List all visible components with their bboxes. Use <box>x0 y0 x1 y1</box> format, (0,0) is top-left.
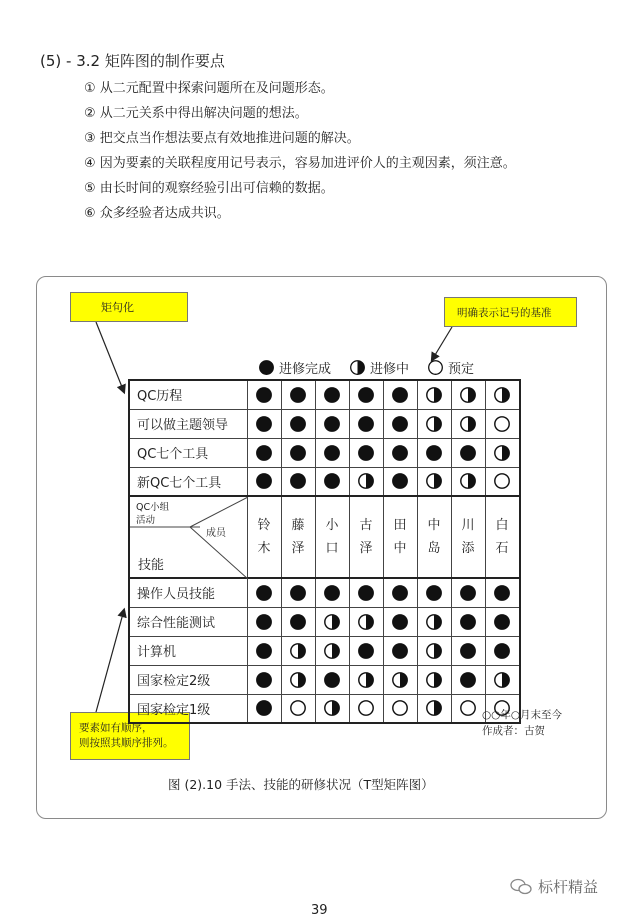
legend-label: 进修完成 <box>279 362 332 377</box>
member-name-char: 中 <box>427 518 441 533</box>
matrix-row <box>129 467 520 496</box>
watermark <box>510 876 598 897</box>
full-circle-icon <box>289 444 307 462</box>
full-circle-icon <box>255 415 273 433</box>
page-number: 39 <box>311 903 328 918</box>
half-circle-icon <box>425 699 443 717</box>
member-name <box>485 496 520 578</box>
empty-circle-icon <box>493 415 511 433</box>
half-circle-icon <box>323 613 341 631</box>
note-order-line: 则按照其顺序排列。 <box>79 737 174 749</box>
full-circle-icon <box>323 472 341 490</box>
matrix-cell <box>383 665 417 694</box>
matrix-row <box>129 438 520 467</box>
half-circle-icon <box>323 642 341 660</box>
row-label: 综合性能测试 <box>129 607 247 636</box>
half-circle-icon <box>425 415 443 433</box>
half-circle-icon <box>459 386 477 404</box>
matrix-cell <box>451 380 485 409</box>
empty-circle-icon <box>391 699 409 717</box>
matrix-cell <box>451 409 485 438</box>
matrix-cell <box>315 438 349 467</box>
matrix-cell <box>315 380 349 409</box>
legend-label: 预定 <box>448 362 475 377</box>
half-circle-icon <box>289 642 307 660</box>
full-circle-icon <box>391 642 409 660</box>
full-circle-icon <box>391 386 409 404</box>
empty-circle-icon <box>459 699 477 717</box>
half-circle-icon <box>459 472 477 490</box>
corner-skill-label: 技能 <box>138 558 165 573</box>
member-name <box>247 496 281 578</box>
half-circle-icon <box>425 642 443 660</box>
half-circle-icon <box>323 699 341 717</box>
matrix-cell <box>383 607 417 636</box>
note-symbol-basis: 明确表示记号的基准 <box>444 297 577 327</box>
full-circle-icon <box>425 444 443 462</box>
member-name-char: 泽 <box>291 541 305 556</box>
figure-caption: 图 (2).10 手法、技能的研修状况（T型矩阵图） <box>168 777 434 792</box>
legend-label: 进修中 <box>370 362 410 377</box>
matrix-row <box>129 409 520 438</box>
matrix-cell <box>485 467 520 496</box>
watermark-text: 标杆精益 <box>538 878 599 896</box>
half-circle-icon <box>493 386 511 404</box>
row-label: 操作人员技能 <box>129 578 247 607</box>
full-circle-icon <box>357 642 375 660</box>
full-circle-icon <box>391 613 409 631</box>
matrix-cell <box>485 438 520 467</box>
full-circle-icon <box>323 584 341 602</box>
member-name-char: 添 <box>461 541 475 556</box>
matrix-cell <box>315 636 349 665</box>
note-shorten: 矩句化 <box>70 292 188 322</box>
member-name-char: 口 <box>325 541 339 556</box>
matrix-cell <box>349 636 383 665</box>
full-circle-icon <box>289 472 307 490</box>
full-circle-icon <box>323 386 341 404</box>
full-circle-icon <box>391 415 409 433</box>
matrix-cell <box>383 438 417 467</box>
matrix-cell <box>281 467 315 496</box>
matrix-cell <box>417 467 451 496</box>
matrix-cell <box>247 467 281 496</box>
matrix-cell <box>349 578 383 607</box>
matrix-cell <box>451 578 485 607</box>
member-name-char: 石 <box>495 541 509 556</box>
matrix-cell <box>451 694 485 723</box>
full-circle-icon <box>323 671 341 689</box>
full-circle-icon <box>493 642 511 660</box>
matrix-cell <box>417 380 451 409</box>
matrix-cell <box>485 578 520 607</box>
full-circle-icon <box>255 584 273 602</box>
row-label: 国家检定1级 <box>129 694 247 723</box>
half-circle-icon <box>493 444 511 462</box>
note-order-line: 要素如有顺序， <box>79 722 153 734</box>
key-point: ② 从二元关系中得出解决问题的想法。 <box>84 106 308 121</box>
matrix-cell <box>349 438 383 467</box>
matrix-row <box>129 578 520 607</box>
full-circle-icon <box>255 642 273 660</box>
member-name <box>451 496 485 578</box>
matrix-cell <box>383 409 417 438</box>
matrix-row <box>129 607 520 636</box>
half-circle-icon <box>289 671 307 689</box>
half-circle-icon <box>459 415 477 433</box>
matrix-cell <box>383 380 417 409</box>
member-name-char: 川 <box>461 518 475 533</box>
matrix-cell <box>315 607 349 636</box>
half-circle-icon <box>425 613 443 631</box>
member-name <box>417 496 451 578</box>
matrix-cell <box>349 409 383 438</box>
full-circle-icon <box>459 444 477 462</box>
full-circle-icon <box>391 444 409 462</box>
matrix-row <box>129 636 520 665</box>
half-circle-icon <box>425 671 443 689</box>
full-circle-icon <box>255 472 273 490</box>
matrix-cell <box>383 694 417 723</box>
t-matrix <box>128 379 521 724</box>
matrix-cell <box>417 438 451 467</box>
matrix-corner <box>129 496 247 578</box>
half-circle-icon <box>349 359 366 376</box>
member-name-char: 田 <box>393 518 407 533</box>
full-circle-icon <box>459 671 477 689</box>
half-circle-icon <box>425 386 443 404</box>
half-circle-icon <box>357 472 375 490</box>
wechat-icon <box>510 878 532 896</box>
matrix-cell <box>247 409 281 438</box>
matrix-cell <box>451 665 485 694</box>
member-name-char: 岛 <box>427 541 441 556</box>
full-circle-icon <box>493 613 511 631</box>
matrix-cell <box>383 636 417 665</box>
matrix-cell <box>281 578 315 607</box>
matrix-cell <box>247 607 281 636</box>
author-name: 作成者：古贺 <box>482 725 545 737</box>
matrix-cell <box>247 380 281 409</box>
arrow-order <box>96 610 124 712</box>
matrix-cell <box>451 467 485 496</box>
full-circle-icon <box>289 584 307 602</box>
matrix-cell <box>281 694 315 723</box>
member-header-row <box>129 496 520 578</box>
matrix-cell <box>349 694 383 723</box>
matrix-cell <box>247 578 281 607</box>
matrix-cell <box>247 665 281 694</box>
member-name <box>349 496 383 578</box>
row-label: 新QC七个工具 <box>129 467 247 496</box>
matrix-row <box>129 665 520 694</box>
full-circle-icon <box>425 584 443 602</box>
full-circle-icon <box>357 415 375 433</box>
full-circle-icon <box>258 359 275 376</box>
full-circle-icon <box>391 584 409 602</box>
matrix-cell <box>485 665 520 694</box>
member-name-char: 木 <box>257 541 271 556</box>
matrix-cell <box>485 636 520 665</box>
member-name-char: 小 <box>325 518 339 533</box>
matrix-cell <box>281 438 315 467</box>
matrix-cell <box>349 467 383 496</box>
corner-member-label: 成员 <box>206 528 226 539</box>
member-name-char: 藤 <box>291 518 305 533</box>
matrix-cell <box>451 636 485 665</box>
full-circle-icon <box>323 415 341 433</box>
matrix-row <box>129 694 520 723</box>
empty-circle-icon <box>357 699 375 717</box>
full-circle-icon <box>255 444 273 462</box>
full-circle-icon <box>357 584 375 602</box>
matrix-cell <box>417 636 451 665</box>
corner-text: QC小组 <box>136 502 170 513</box>
matrix-cell <box>281 665 315 694</box>
row-label: QC历程 <box>129 380 247 409</box>
legend <box>258 358 492 377</box>
full-circle-icon <box>493 584 511 602</box>
matrix-cell <box>281 636 315 665</box>
matrix-cell <box>485 607 520 636</box>
member-name <box>281 496 315 578</box>
full-circle-icon <box>289 613 307 631</box>
matrix-cell <box>417 409 451 438</box>
section-heading: (5) - 3.2 矩阵图的制作要点 <box>40 52 225 70</box>
matrix-cell <box>315 467 349 496</box>
full-circle-icon <box>459 642 477 660</box>
matrix-cell <box>485 409 520 438</box>
full-circle-icon <box>459 584 477 602</box>
row-label: 国家检定2级 <box>129 665 247 694</box>
corner-activity-label <box>136 501 176 527</box>
matrix-cell <box>349 665 383 694</box>
full-circle-icon <box>255 386 273 404</box>
full-circle-icon <box>289 415 307 433</box>
full-circle-icon <box>357 386 375 404</box>
full-circle-icon <box>255 613 273 631</box>
corner-text: 活动 <box>136 515 156 526</box>
key-point: ④ 因为要素的关联程度用记号表示，容易加进评价人的主观因素，须注意。 <box>84 156 516 171</box>
matrix-cell <box>247 636 281 665</box>
member-name-char: 泽 <box>359 541 373 556</box>
member-name <box>315 496 349 578</box>
key-point: ① 从二元配置中探索问题所在及问题形态。 <box>84 81 334 96</box>
matrix-cell <box>417 665 451 694</box>
matrix-cell <box>349 607 383 636</box>
full-circle-icon <box>459 613 477 631</box>
empty-circle-icon <box>427 359 444 376</box>
author-period: ○○年○月末至今 <box>482 709 562 721</box>
key-point: ③ 把交点当作想法要点有效地推进问题的解决。 <box>84 131 360 146</box>
matrix-cell <box>383 467 417 496</box>
matrix-cell <box>451 607 485 636</box>
matrix-cell <box>417 694 451 723</box>
row-label: 计算机 <box>129 636 247 665</box>
full-circle-icon <box>357 444 375 462</box>
arrow-shorten <box>96 322 124 392</box>
matrix-cell <box>417 578 451 607</box>
matrix-cell <box>315 578 349 607</box>
matrix-cell <box>281 409 315 438</box>
matrix-cell <box>383 578 417 607</box>
half-circle-icon <box>357 613 375 631</box>
full-circle-icon <box>255 671 273 689</box>
matrix-cell <box>485 380 520 409</box>
matrix-cell <box>349 380 383 409</box>
empty-circle-icon <box>289 699 307 717</box>
full-circle-icon <box>323 444 341 462</box>
half-circle-icon <box>493 671 511 689</box>
matrix-cell <box>247 438 281 467</box>
key-point: ⑤ 由长时间的观察经验引出可信赖的数据。 <box>84 181 334 196</box>
matrix-cell <box>451 438 485 467</box>
row-label: 可以做主题领导 <box>129 409 247 438</box>
matrix-cell <box>281 607 315 636</box>
full-circle-icon <box>255 699 273 717</box>
member-name-char: 铃 <box>257 518 271 533</box>
member-name-char: 白 <box>495 518 509 533</box>
arrow-symbol-basis <box>432 327 452 360</box>
matrix-cell <box>281 380 315 409</box>
empty-circle-icon <box>493 472 511 490</box>
row-label: QC七个工具 <box>129 438 247 467</box>
matrix-row <box>129 380 520 409</box>
matrix-cell <box>247 694 281 723</box>
key-point: ⑥ 众多经验者达成共识。 <box>84 206 230 221</box>
full-circle-icon <box>391 472 409 490</box>
member-name-char: 古 <box>359 518 373 533</box>
matrix-cell <box>315 694 349 723</box>
member-name-char: 中 <box>393 541 407 556</box>
half-circle-icon <box>425 472 443 490</box>
matrix-cell <box>315 409 349 438</box>
full-circle-icon <box>289 386 307 404</box>
matrix-cell <box>315 665 349 694</box>
author-info <box>482 707 562 739</box>
half-circle-icon <box>357 671 375 689</box>
matrix-cell <box>417 607 451 636</box>
member-name <box>383 496 417 578</box>
half-circle-icon <box>391 671 409 689</box>
